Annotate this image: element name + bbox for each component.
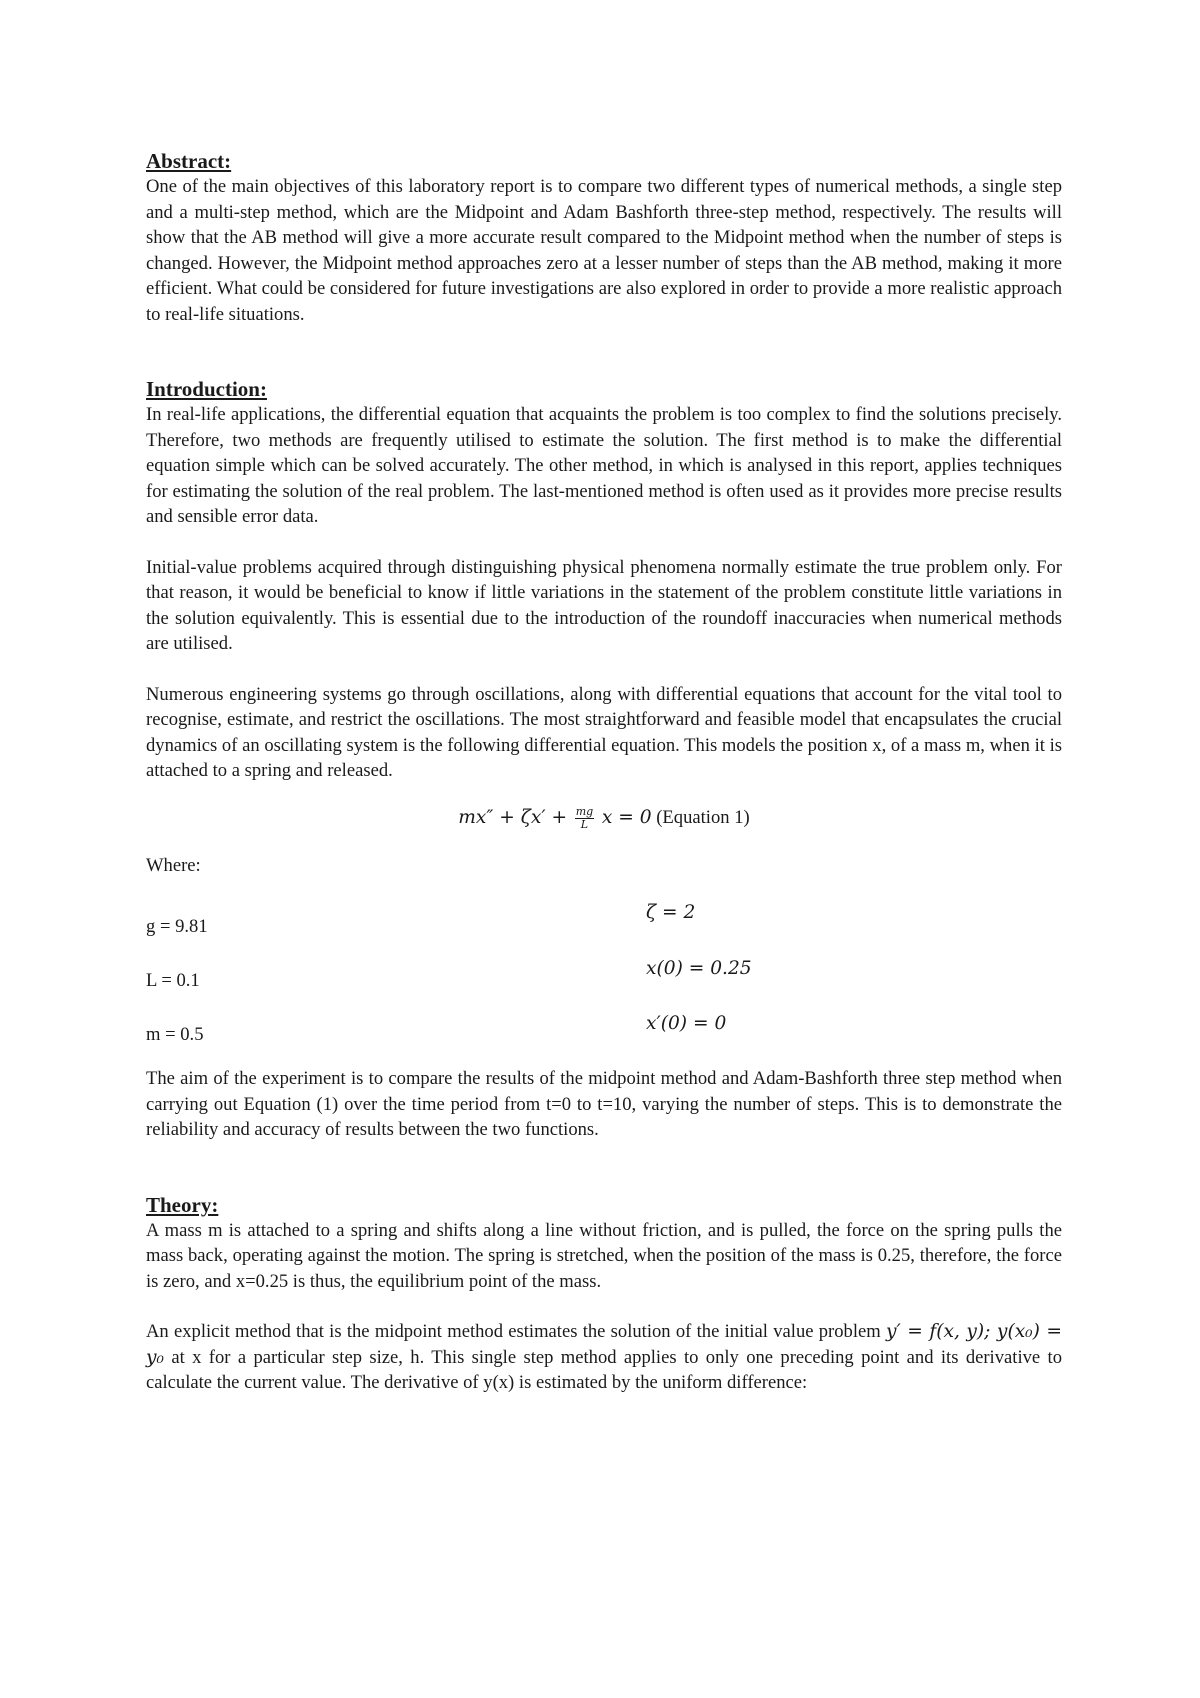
equation-rhs: x = 0 — [601, 806, 652, 828]
theory-paragraph-2 — [146, 1319, 1062, 1396]
introduction-heading: Introduction: — [146, 377, 267, 401]
where-label: Where: — [146, 854, 201, 876]
param-dx0: x′(0) = 0 — [646, 1013, 727, 1034]
equation-1 — [146, 798, 1062, 838]
abstract-text: One of the main objectives of this laboratory report is to compare two different types of numerical methods, a single step and a multi-step method, which are the Midpoint and Adam Bashforth three-step method, respectively. The results will show that the AB method will give a more accurate result compared to the Midpoint method when the number of steps is changed. However, the Midpoint method approaches zero at a lesser number of steps than the AB method, making it more efficient. What could be considered for future investigations are also explored in order to provide a more realistic approach to real-life situations. — [146, 176, 1062, 325]
introduction-paragraph-2: Initial-value problems acquired through distinguishing physical phenomena normally estimate the true problem only. For that reason, it would be beneficial to know if little variations in the statement of the problem constitute little variations in the solution equivalently. This is essential due to the introduction of the roundoff inaccuracies when numerical methods are utilised. — [146, 556, 1062, 654]
param-L: L = 0.1 — [146, 970, 200, 991]
fraction-denominator: L — [580, 817, 589, 831]
initial-value-problem-math: y′ = f(x, y); y(x₀) = y₀ — [146, 1321, 1062, 1368]
abstract-heading: Abstract: — [146, 149, 232, 173]
theory-paragraph-1: A mass m is attached to a spring and shifts along a line without friction, and is pulled, the force on the spring pulls the mass back, operating against the motion. The spring is stretched, when the position of the mass is 0.25, therefore, the force is zero, and x=0.25 is thus, the equilibrium point of the mass. — [146, 1219, 1062, 1292]
introduction-paragraph-3: Numerous engineering systems go through oscillations, along with differential equations that account for the vital tool to recognise, estimate, and restrict the oscillations. The most straightforward and feasible model that encapsulates the crucial dynamics of an oscillating system is the following differential equation. This models the position x, of a mass m, when it is attached to a spring and released. — [146, 683, 1062, 781]
document-page — [146, 148, 1062, 1396]
introduction-paragraph-4: The aim of the experiment is to compare the results of the midpoint method and Adam-Bashforth three step method when carrying out Equation (1) over the time period from t=0 to t=10, varying the number of steps. This is to demonstrate the reliability and accuracy of results between the two functions. — [146, 1068, 1062, 1140]
param-m: m = 0.5 — [146, 1024, 204, 1045]
param-g: g = 9.81 — [146, 916, 208, 937]
equation-fraction — [575, 806, 594, 831]
introduction-paragraph-1: In real-life applications, the differential equation that acquaints the problem is too complex to find the solutions precisely. Therefore, two methods are frequently utilised to estimate the solution. The first method is to make the differential equation simple which can be solved accurately. The other method, in which is analysed in this report, applies techniques for estimating the solution of the real problem. The last-mentioned method is often used as it provides more precise results and sensible error data. — [146, 404, 1062, 527]
parameter-list — [146, 886, 1062, 1056]
fraction-numerator: mg — [575, 804, 594, 818]
equation-lhs: mx″ + ζx′ + — [458, 806, 568, 828]
equation-label: (Equation 1) — [656, 806, 750, 828]
param-zeta: ζ = 2 — [646, 902, 696, 923]
param-x0: x(0) = 0.25 — [646, 958, 752, 979]
theory-p2-start: An explicit method that is the midpoint method estimates the solution of the initial value problem — [146, 1321, 886, 1342]
theory-heading: Theory: — [146, 1192, 219, 1217]
theory-p2-end: at x for a particular step size, h. This single step method applies to only one preceding point and its derivative to calculate the current value. The derivative of y(x) is estimated by the uniform difference: — [146, 1346, 1062, 1393]
